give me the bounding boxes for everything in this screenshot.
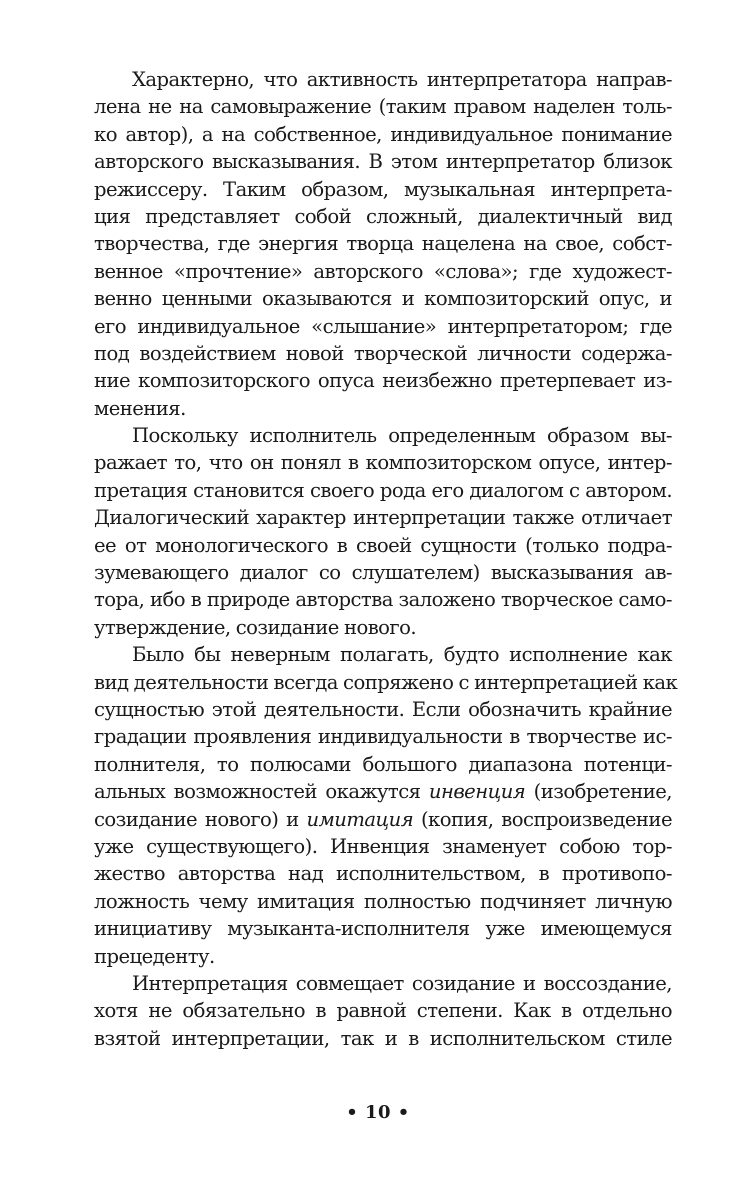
text-line: ко автор), а на собственное, индивидуальное понимание [94, 122, 672, 146]
text-line: тора, ибо в природе авторства заложено творческое само- [94, 588, 672, 612]
text-line: ние композиторского опуса неизбежно претерпевает из- [94, 369, 672, 393]
page-body [94, 66, 678, 1052]
text-line: градации проявления индивидуальности в творчестве ис- [94, 725, 672, 749]
text-line: претация становится своего рода его диалогом с автором. [94, 478, 672, 502]
text-line: творчества, где энергия творца нацелена на свое, собст- [94, 232, 672, 256]
text-line: зумевающего диалог со слушателем) высказывания ав- [94, 561, 672, 585]
text-line: утверждение, созидание нового. [94, 615, 417, 639]
text-line: уже существующего). Инвенция знаменует собою тор- [94, 834, 672, 858]
text-line: Характерно, что активность интерпретатора направ- [132, 68, 672, 91]
text-line: Интерпретация совмещает созидание и воссоздание, [132, 971, 672, 995]
text-line: венно ценными оказываются и композиторский опус, и [94, 287, 672, 311]
text-line: ражает то, что он понял в композиторском опусе, интер- [94, 451, 672, 475]
text-line: режиссеру. Таким образом, музыкальная интерпрета- [94, 177, 672, 201]
text-line: венное «прочтение» авторского «слова»; где художест- [94, 259, 672, 283]
text-line [94, 778, 672, 805]
text-fragment: (изобретение, [533, 780, 672, 804]
paragraph-3 [94, 641, 678, 970]
text-line: ция представляет собой сложный, диалектичный вид [94, 204, 672, 228]
text-line: его индивидуальное «слышание» интерпретатором; где [94, 314, 672, 338]
text-line [94, 806, 672, 833]
text-line: полнителя, то полюсами большого диапазона потенци- [94, 752, 672, 776]
text-fragment: (копия, воспроизведение [420, 807, 672, 831]
text-fragment: созидание нового) и [94, 807, 299, 831]
text-line: вид деятельности всегда сопряжено с интерпретацией как [94, 670, 678, 694]
text-line: прецеденту. [94, 944, 215, 968]
text-line: Поскольку исполнитель определенным образом вы- [132, 424, 672, 448]
text-line: инициативу музыканта-исполнителя уже имеющемуся [94, 917, 672, 941]
text-line: сущностью этой деятельности. Если обозначить крайние [94, 697, 672, 721]
page-number: • 10 • [346, 1102, 410, 1123]
italic-term-imitation: имитация [306, 807, 414, 831]
text-line: лена не на самовыражение (таким правом наделен толь- [94, 95, 672, 119]
text-line: жество авторства над исполнительством, в противопо- [94, 862, 672, 886]
text-line: хотя не обязательно в равной степени. Как в отдельно [94, 999, 672, 1023]
text-line: авторского высказывания. В этом интерпретатор близок [94, 150, 672, 174]
text-line: ее от монологического в своей сущности (только подра- [94, 533, 672, 557]
paragraph-4 [94, 970, 672, 1052]
italic-term-invention: инвенция [428, 780, 526, 804]
text-line: под воздействием новой творческой личности содержа- [94, 341, 672, 365]
paragraph-1 [94, 66, 672, 422]
text-fragment: альных возможностей окажутся [94, 780, 421, 804]
text-line: менения. [94, 396, 186, 420]
text-line: Диалогический характер интерпретации также отличает [94, 506, 672, 530]
text-line: ложность чему имитация полностью подчиняет личную [94, 889, 672, 913]
text-line: взятой интерпретации, так и в исполнительском стиле [94, 1026, 672, 1050]
paragraph-2 [94, 422, 672, 641]
text-line: Было бы неверным полагать, будто исполнение как [132, 643, 672, 667]
